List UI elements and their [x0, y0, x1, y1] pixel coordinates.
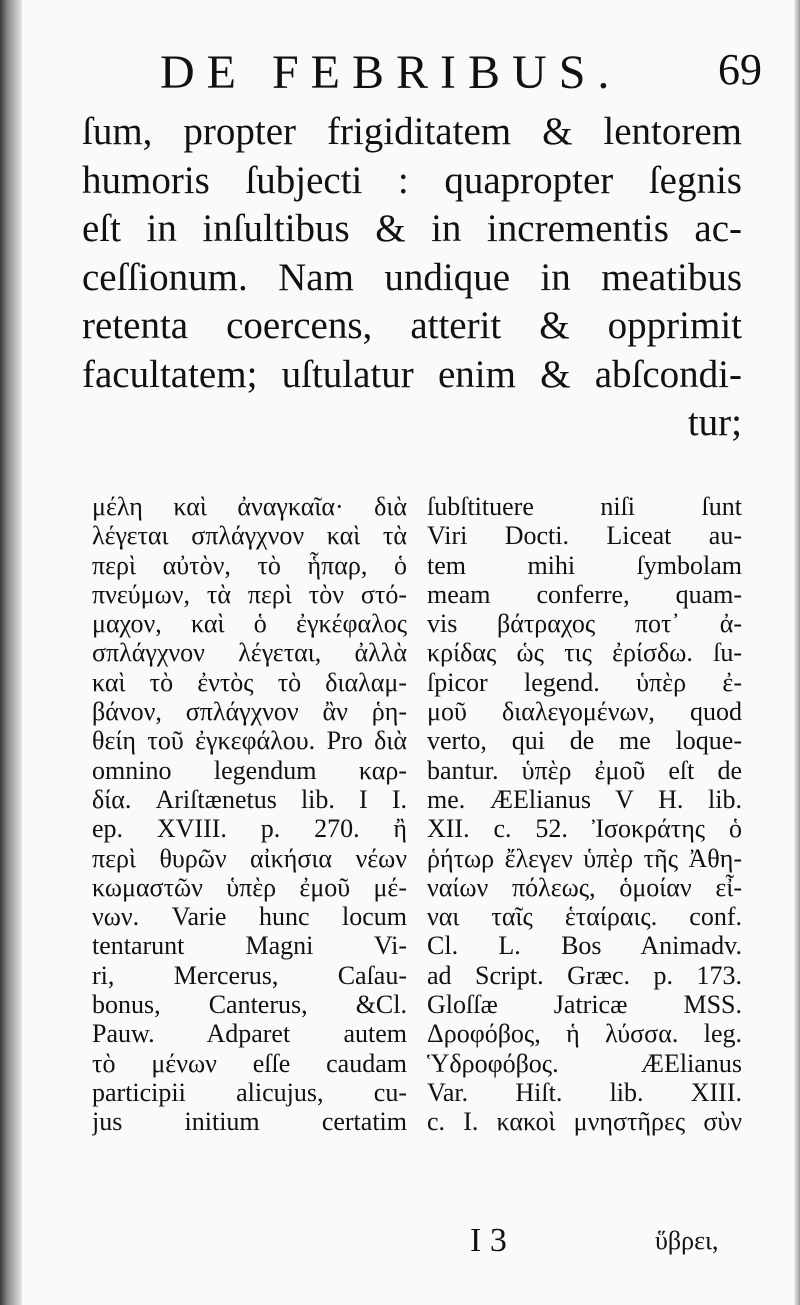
footnote-line: tentarunt Magni Vi-	[92, 931, 407, 961]
footnote-line: Cl. L. Bos Animadv.	[427, 931, 742, 961]
footnote-line: ναίων πόλεως, ὁμοίαν εἶ-	[427, 872, 742, 902]
footnote-line: ſubſtituere niſi ſunt	[427, 492, 742, 521]
footnote-line: tem mihi ſymbolam	[427, 550, 742, 580]
footnote-line: περὶ θυρῶν αἰκήσια νέων	[92, 843, 407, 873]
footnote-line: περὶ αὐτὸν, τὸ ἧπαρ, ὁ	[92, 550, 407, 580]
footnote-line: μαχον, καὶ ὁ ἐγκέφαλος	[92, 609, 407, 639]
footnote-line: δία. Ariſtænetus lib. I I.	[92, 784, 407, 814]
main-text-line: eſt in inſultibus & in incrementis ac-	[82, 207, 742, 250]
page-footer	[0, 1218, 800, 1278]
footnote-line: λέγεται σπλάγχνον καὶ τὰ	[92, 521, 407, 551]
footnote-column-right	[427, 492, 742, 1137]
footnote-line: θείη τοῦ ἐγκεφάλου. Pro διὰ	[92, 726, 407, 756]
footnote-line: κωμαστῶν ὑπὲρ ἐμοῦ μέ-	[92, 872, 407, 902]
footnote-line: bantur. ὑπὲρ ἐμοῦ eſt de	[427, 755, 742, 785]
footnote-line: μέλη καὶ ἀναγκαῖα· διὰ	[92, 492, 407, 521]
footnote-line: vis βάτραχος ποτ᾽ ἀ-	[427, 609, 742, 639]
page-edge	[794, 0, 800, 1305]
footnote-line: νων. Varie hunc locum	[92, 902, 407, 932]
main-text-line: ceſſionum. Nam undique in meatibus	[82, 255, 742, 299]
footnote-line: meam conferre, quam-	[427, 579, 742, 609]
footnote-line: Pauw. Adparet autem	[92, 1019, 407, 1049]
footnote-line: βάνον, σπλάγχνον ἂν ῥη-	[92, 697, 407, 727]
page-number: 69	[718, 45, 762, 94]
footnote-line: σπλάγχνον λέγεται, ἀλλὰ	[92, 638, 407, 668]
footnote-line: participii alicujus, cu-	[92, 1077, 407, 1107]
footnote-line: ep. XVIII. p. 270. ἢ	[92, 814, 407, 844]
signature-mark: I 3	[470, 1222, 507, 1259]
footnote-line: bonus, Canterus, &Cl.	[92, 990, 407, 1020]
page-header	[160, 40, 770, 104]
footnote-line: XII. c. 52. Ἰσοκράτης ὁ	[427, 814, 742, 844]
footnote-line: Gloſſæ Jatricæ MSS.	[427, 990, 742, 1020]
binding-gutter-shadow	[0, 0, 22, 1305]
main-text-line: tur;	[687, 401, 742, 444]
main-text-line: humoris ſubjecti : quapropter ſegnis	[82, 158, 742, 202]
main-text-block	[82, 108, 742, 448]
footnote-line: τὸ μένων eſſe caudam	[92, 1048, 407, 1078]
main-text-line: facultatem; uſtulatur enim & abſcondi-	[82, 352, 742, 396]
main-text-line: ſum, propter frigiditatem & lentorem	[82, 110, 742, 153]
footnote-line: πνεύμων, τὰ περὶ τὸν στό-	[92, 579, 407, 609]
footnote-line: jus initium certatim	[92, 1107, 407, 1137]
footnote-line: Ὑδροφόβος. ÆElianus	[427, 1048, 742, 1078]
footnote-column-left	[92, 492, 407, 1137]
footnote-line: Var. Hiſt. lib. XIII.	[427, 1077, 742, 1107]
footnote-line: c. I. κακοὶ μνηστῆρες σὺν	[427, 1107, 742, 1137]
footnote-line: omnino legendum καρ-	[92, 755, 407, 785]
catchword: ὕβρει,	[655, 1226, 719, 1255]
footnote-line: μοῦ διαλεγομένων, quod	[427, 697, 742, 727]
footnote-line: ad Script. Græc. p. 173.	[427, 960, 742, 990]
footnote-line: κρίδας ὡς τις ἐρίσδω. ſu-	[427, 638, 742, 668]
footnote-line: καὶ τὸ ἐντὸς τὸ διαλαμ-	[92, 667, 407, 697]
footnote-line: ſpicor legend. ὑπὲρ ἐ-	[427, 667, 742, 697]
footnote-line: ri, Mercerus, Caſau-	[92, 960, 407, 990]
main-text-line: retenta coercens, atterit & opprimit	[82, 304, 742, 347]
footnote-line: ῥήτωρ ἔλεγεν ὑπὲρ τῆς Ἀθη-	[427, 843, 742, 873]
running-title: DE FEBRIBUS.	[160, 45, 622, 99]
footnote-line: me. ÆElianus V H. lib.	[427, 784, 742, 814]
footnote-line: ναι ταῖς ἑταίραις. conf.	[427, 902, 742, 932]
footnote-line: Δροφόβος, ἡ λύσσα. leg.	[427, 1019, 742, 1049]
footnote-line: Viri Docti. Liceat au-	[427, 521, 742, 551]
footnote-line: verto, qui de me loque-	[427, 726, 742, 756]
